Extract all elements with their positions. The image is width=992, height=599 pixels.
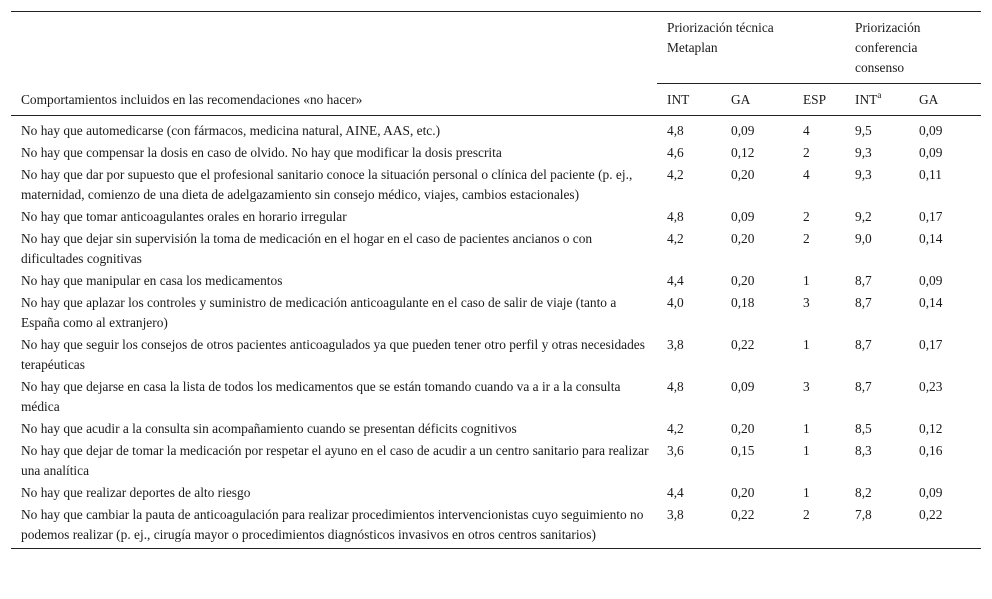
table-header: [11, 12, 981, 116]
int-consenso-label: INT: [855, 92, 878, 107]
behavior-cell: No hay que dejarse en casa la lista de todos los medicamentos que se están tomando cuando va a ir a la consulta médica: [21, 379, 621, 414]
behavior-cell: No hay que aplazar los controles y suministro de medicación anticoagulante en el caso de salir de viaje (tanto a España como al extranjero): [21, 295, 617, 330]
int-consenso-cell: 8,7: [855, 295, 872, 310]
int-consenso-cell: 8,7: [855, 273, 872, 288]
int-cell: 4,4: [667, 273, 684, 288]
esp-cell: 2: [803, 231, 810, 246]
int-cell: 3,8: [667, 337, 684, 352]
ga-cell: 0,18: [731, 295, 755, 310]
int-cell: 4,8: [667, 209, 684, 224]
ga-consenso-cell: 0,14: [919, 231, 943, 246]
esp-cell: 3: [803, 295, 810, 310]
ga-cell: 0,09: [731, 379, 755, 394]
int-consenso-cell: 7,8: [855, 507, 872, 522]
esp-cell: 2: [803, 507, 810, 522]
ga-consenso-cell: 0,22: [919, 507, 943, 522]
int-consenso-cell: 9,5: [855, 123, 872, 138]
int-cell: 4,8: [667, 379, 684, 394]
int-cell: 4,0: [667, 295, 684, 310]
esp-cell: 1: [803, 273, 810, 288]
esp-cell: 2: [803, 145, 810, 160]
ga-consenso-cell: 0,16: [919, 443, 943, 458]
int-consenso-cell: 8,3: [855, 443, 872, 458]
ga-column-header: GA: [721, 84, 793, 116]
ga-consenso-cell: 0,23: [919, 379, 943, 394]
behavior-cell: No hay que compensar la dosis en caso de olvido. No hay que modificar la dosis prescrita: [21, 145, 502, 160]
behavior-cell: No hay que manipular en casa los medicamentos: [21, 273, 283, 288]
table-body: [11, 116, 981, 549]
behavior-cell: No hay que realizar deportes de alto riesgo: [21, 485, 251, 500]
behavior-cell: No hay que cambiar la pauta de anticoagulación para realizar procedimientos intervencionistas cuyo seguimiento no podemos realizar (p. ej., cirugía mayor o procedimientos diagnósticos invasivos en otros centros sanitarios): [21, 507, 644, 542]
esp-cell: 1: [803, 421, 810, 436]
esp-cell: 1: [803, 443, 810, 458]
int-cell: 3,6: [667, 443, 684, 458]
int-consenso-cell: 9,3: [855, 167, 872, 182]
ga-consenso-cell: 0,09: [919, 273, 943, 288]
int-column-header: INT: [657, 84, 721, 116]
table-row: [11, 228, 981, 270]
int-cell: 4,6: [667, 145, 684, 160]
ga-consenso-column-header: GA: [909, 84, 981, 116]
int-consenso-cell: 8,5: [855, 421, 872, 436]
ga-cell: 0,15: [731, 443, 755, 458]
table-row: [11, 504, 981, 549]
esp-cell: 1: [803, 485, 810, 500]
int-consenso-cell: 8,2: [855, 485, 872, 500]
ga-consenso-cell: 0,17: [919, 337, 943, 352]
esp-cell: 4: [803, 123, 810, 138]
esp-column-header: ESP: [793, 84, 845, 116]
table-row: [11, 206, 981, 228]
int-cell: 3,8: [667, 507, 684, 522]
consenso-group-header: Priorización conferencia consenso: [845, 12, 981, 84]
behavior-cell: No hay que dejar sin supervisión la toma de medicación en el hogar en el caso de pacientes ancianos o con dificultades cognitivas: [21, 231, 593, 266]
table-row: [11, 116, 981, 143]
table-row: [11, 418, 981, 440]
ga-consenso-cell: 0,09: [919, 485, 943, 500]
ga-cell: 0,22: [731, 507, 755, 522]
ga-cell: 0,22: [731, 337, 755, 352]
int-consenso-cell: 9,0: [855, 231, 872, 246]
table-row: [11, 334, 981, 376]
table-row: [11, 142, 981, 164]
ga-cell: 0,20: [731, 273, 755, 288]
behavior-cell: No hay que automedicarse (con fármacos, medicina natural, AINE, AAS, etc.): [21, 123, 441, 138]
esp-cell: 3: [803, 379, 810, 394]
table-row: [11, 482, 981, 504]
int-cell: 4,2: [667, 167, 684, 182]
ga-consenso-cell: 0,09: [919, 123, 943, 138]
ga-consenso-cell: 0,09: [919, 145, 943, 160]
ga-consenso-cell: 0,14: [919, 295, 943, 310]
ga-consenso-cell: 0,17: [919, 209, 943, 224]
int-cell: 4,8: [667, 123, 684, 138]
ga-cell: 0,20: [731, 485, 755, 500]
ga-cell: 0,09: [731, 209, 755, 224]
int-cell: 4,2: [667, 421, 684, 436]
int-cell: 4,2: [667, 231, 684, 246]
ga-cell: 0,20: [731, 421, 755, 436]
ga-consenso-cell: 0,12: [919, 421, 943, 436]
esp-cell: 2: [803, 209, 810, 224]
ga-consenso-cell: 0,11: [919, 167, 942, 182]
ga-cell: 0,20: [731, 167, 755, 182]
table-row: [11, 440, 981, 482]
table-row: [11, 164, 981, 206]
behavior-cell: No hay que dar por supuesto que el profesional sanitario conoce la situación personal o clínica del paciente (p. ej., maternidad, comienzo de una dieta de adelgazamiento sin consejo médico, viajes, cambios estacionales): [21, 167, 633, 202]
esp-cell: 1: [803, 337, 810, 352]
esp-cell: 4: [803, 167, 810, 182]
int-consenso-cell: 8,7: [855, 379, 872, 394]
behavior-cell: No hay que acudir a la consulta sin acompañamiento cuando se presentan déficits cognitivos: [21, 421, 517, 436]
metaplan-group-header: Priorización técnica Metaplan: [657, 12, 845, 84]
int-consenso-cell: 8,7: [855, 337, 872, 352]
recommendations-table: [11, 11, 981, 549]
ga-cell: 0,12: [731, 145, 755, 160]
int-consenso-cell: 9,2: [855, 209, 872, 224]
footnote-marker: a: [877, 90, 882, 100]
int-consenso-cell: 9,3: [855, 145, 872, 160]
table-row: [11, 292, 981, 334]
behavior-cell: No hay que seguir los consejos de otros pacientes anticoagulados ya que pueden tener otro perfil y otras necesidades terapéuticas: [21, 337, 645, 372]
behavior-cell: No hay que dejar de tomar la medicación por respetar el ayuno en el caso de acudir a un centro sanitario para realizar una analítica: [21, 443, 649, 478]
int-consenso-column-header: [845, 84, 909, 116]
table-row: [11, 376, 981, 418]
behaviors-column-header: Comportamientos incluidos en las recomendaciones «no hacer»: [11, 12, 657, 116]
ga-cell: 0,09: [731, 123, 755, 138]
ga-cell: 0,20: [731, 231, 755, 246]
int-cell: 4,4: [667, 485, 684, 500]
behavior-cell: No hay que tomar anticoagulantes orales en horario irregular: [21, 209, 347, 224]
table-row: [11, 270, 981, 292]
